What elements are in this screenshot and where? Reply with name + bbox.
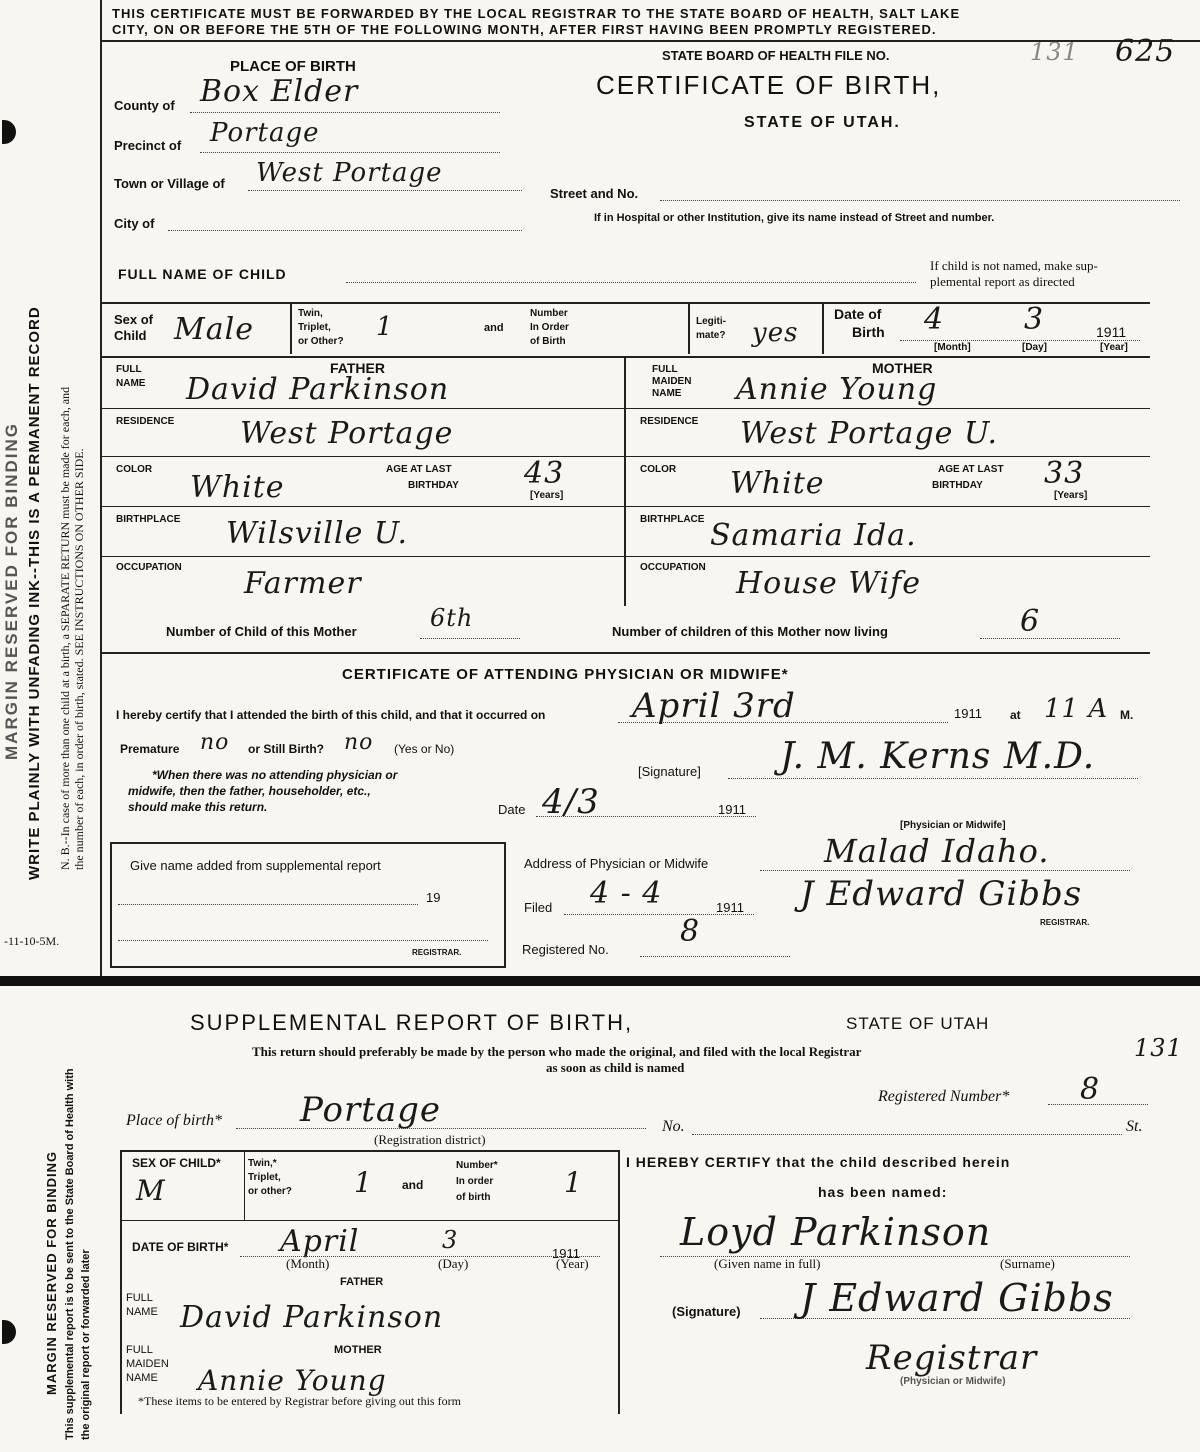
supp-sex: M <box>136 1174 166 1207</box>
still-birth-value: no <box>344 730 374 755</box>
street-label: Street and No. <box>550 186 639 201</box>
supp-place-label: Place of birth* <box>126 1112 222 1129</box>
margin-reserved-label: MARGIN RESERVED FOR BINDING <box>2 422 21 760</box>
supp-st-label: St. <box>1126 1118 1143 1135</box>
child-name-label: FULL NAME OF CHILD <box>118 266 287 282</box>
supp-order-label-3: of birth <box>456 1192 491 1203</box>
county-value: Box Elder <box>200 74 359 109</box>
supp-mother-label-2: MAIDEN <box>126 1358 169 1370</box>
sex-value: Male <box>174 312 254 347</box>
dob-year-label: [Year] <box>1100 342 1128 353</box>
file-no-label: STATE BOARD OF HEALTH FILE NO. <box>662 48 890 63</box>
legit-label-2: mate? <box>696 330 726 341</box>
dob-label-2: Birth <box>852 324 885 340</box>
binding-hole <box>2 1320 16 1344</box>
physician-address: Malad Idaho. <box>824 832 1050 870</box>
supp-box-year: 19 <box>426 890 441 905</box>
precinct-value: Portage <box>210 118 320 148</box>
father-name: David Parkinson <box>186 372 450 407</box>
premature-label: Premature <box>120 742 180 756</box>
certificate-subtitle: STATE OF UTAH. <box>744 114 901 131</box>
supp-reg-number: 8 <box>1080 1072 1101 1107</box>
supp-place: Portage <box>300 1090 442 1130</box>
physician-note-1: *When there was no attending physician or <box>152 768 398 782</box>
supp-hand-no: 131 <box>1134 1034 1183 1062</box>
father-occupation-label: OCCUPATION <box>116 562 182 573</box>
mother-color-label: COLOR <box>640 464 677 475</box>
supp-father-heading: FATHER <box>340 1276 384 1288</box>
mother-residence-label: RESIDENCE <box>640 416 699 427</box>
dob-month: 4 <box>924 302 945 337</box>
father-birthplace: Wilsville U. <box>226 516 408 551</box>
father-age: 43 <box>524 456 565 491</box>
mother-residence: West Portage U. <box>740 416 999 451</box>
hospital-note: If in Hospital or other Institution, give its name instead of Street and number. <box>594 212 995 224</box>
mother-birthplace: Samaria Ida. <box>710 518 917 553</box>
twin-label-2: Triplet, <box>298 322 331 333</box>
notice-line-1: THIS CERTIFICATE MUST BE FORWARDED BY THE LOCAL REGISTRAR TO THE STATE BOARD OF HEALTH, SALT LAKE <box>112 6 961 21</box>
supp-mother-label-1: FULL <box>126 1344 153 1356</box>
twin-and: and <box>484 322 504 334</box>
file-no-hand: 625 <box>1115 34 1176 69</box>
supp-father: David Parkinson <box>180 1300 444 1335</box>
father-heading: FATHER <box>330 360 385 376</box>
still-birth-label: or Still Birth? <box>248 742 324 756</box>
address-label: Address of Physician or Midwife <box>524 856 709 871</box>
supp-box-text: Give name added from supplemental report <box>130 858 381 873</box>
form-code: -11-10-5M. <box>4 934 60 948</box>
birth-year-value: 1911 <box>954 706 982 721</box>
supp-given-label: (Given name in full) <box>714 1256 821 1271</box>
binding-hole <box>2 120 16 144</box>
binding-margin <box>0 0 100 1452</box>
supp-title-state: STATE OF UTAH <box>846 1014 990 1033</box>
supp-dob-day: 3 <box>442 1226 459 1254</box>
supp-note-1: This return should preferably be made by the person who made the original, and filed with the local Registrar <box>252 1044 862 1059</box>
supp-note-2: as soon as child is named <box>546 1060 685 1075</box>
notice-line-2: CITY, ON OR BEFORE THE 5TH OF THE FOLLOWING MONTH, AFTER FIRST HAVING BEEN PROMPTLY REGISTERED. <box>112 22 937 37</box>
certify-text: I hereby certify that I attended the birth of this child, and that it occurred on <box>116 708 546 722</box>
filed-label: Filed <box>524 900 553 915</box>
unnamed-note-2: plemental report as directed <box>930 274 1075 289</box>
supp-father-label-2: NAME <box>126 1306 158 1318</box>
supp-footnote: *These items to be entered by Registrar before giving out this form <box>138 1394 461 1408</box>
precinct-label: Precinct of <box>114 138 182 153</box>
birth-time-value: 11 A <box>1044 694 1109 724</box>
living-label: Number of children of this Mother now living <box>612 624 888 639</box>
signature-year: 1911 <box>718 802 746 817</box>
place-heading: PLACE OF BIRTH <box>230 58 356 75</box>
father-name-label-1: FULL <box>116 364 142 375</box>
supp-sig-role: Registrar <box>866 1338 1038 1378</box>
father-residence: West Portage <box>240 416 454 451</box>
father-years-label: [Years] <box>530 490 564 501</box>
twin-label-1: Twin, <box>298 308 323 319</box>
supp-twin-label-2: Triplet, <box>248 1172 281 1183</box>
town-value: West Portage <box>256 158 443 188</box>
city-label: City of <box>114 216 155 231</box>
father-occupation: Farmer <box>244 566 362 601</box>
date-label: Date <box>498 802 526 817</box>
at-label: at <box>1010 708 1021 722</box>
twin-label-3: or Other? <box>298 336 344 347</box>
physician-signature: J. M. Kerns M.D. <box>780 736 1096 777</box>
supp-certify: I HEREBY CERTIFY that the child described herein <box>626 1154 1011 1170</box>
supp-father-label-1: FULL <box>126 1292 153 1304</box>
order-label-1: Number <box>530 308 568 319</box>
mother-name: Annie Young <box>736 372 938 407</box>
sex-label-1: Sex of <box>114 312 154 327</box>
filed-date: 4 - 4 <box>590 876 663 911</box>
supp-mother-heading: MOTHER <box>334 1344 382 1356</box>
time-m-label: M. <box>1120 708 1134 722</box>
supp-title: SUPPLEMENTAL REPORT OF BIRTH, <box>190 1010 634 1035</box>
sex-label-2: Child <box>114 328 147 343</box>
supp-order: 1 <box>564 1166 583 1199</box>
supp-mother: Annie Young <box>198 1364 387 1397</box>
supp-order-label-2: In order <box>456 1176 494 1187</box>
father-residence-label: RESIDENCE <box>116 416 175 427</box>
father-age-label-1: AGE AT LAST <box>386 464 452 475</box>
reg-no-value: 8 <box>680 914 701 949</box>
supp-and: and <box>402 1178 424 1192</box>
mother-name-label-2: MAIDEN <box>652 376 692 387</box>
supp-twin-label-3: or other? <box>248 1186 292 1197</box>
dob-month-label: [Month] <box>934 342 971 353</box>
supp-surname-label: (Surname) <box>1000 1256 1055 1271</box>
legit-value: yes <box>752 318 799 348</box>
father-color-label: COLOR <box>116 464 153 475</box>
supp-dob-label: DATE OF BIRTH* <box>132 1240 229 1254</box>
supp-sex-label: SEX OF CHILD* <box>132 1156 221 1170</box>
child-of-mother-label: Number of Child of this Mother <box>166 624 357 639</box>
mother-name-label-3: NAME <box>652 388 682 399</box>
supp-mother-label-3: NAME <box>126 1372 158 1384</box>
reg-no-label: Registered No. <box>522 942 609 957</box>
mother-age-label-1: AGE AT LAST <box>938 464 1004 475</box>
supp-signature: J Edward Gibbs <box>800 1276 1114 1320</box>
yes-no-label: (Yes or No) <box>394 742 455 756</box>
supp-reg-district: (Registration district) <box>374 1132 486 1147</box>
town-label: Town or Village of <box>114 176 225 191</box>
section-divider <box>0 976 1200 986</box>
dob-label-1: Date of <box>834 306 882 322</box>
dob-year: 1911 <box>1096 324 1127 340</box>
twin-value: 1 <box>376 312 394 342</box>
supplemental-name-box <box>110 842 506 968</box>
supp-dob-month: April <box>280 1224 360 1259</box>
unnamed-note-1: If child is not named, make sup- <box>930 258 1098 273</box>
signature-label: [Signature] <box>638 764 701 779</box>
supp-order-label-1: Number* <box>456 1160 498 1171</box>
mother-occupation: House Wife <box>736 566 921 601</box>
supp-twin: 1 <box>354 1166 373 1199</box>
supp-month-label: (Month) <box>286 1256 330 1271</box>
physician-heading: CERTIFICATE OF ATTENDING PHYSICIAN OR MIDWIFE* <box>342 666 789 683</box>
child-of-mother-value: 6th <box>430 604 474 632</box>
supp-year-label: (Year) <box>556 1256 589 1271</box>
role-label: [Physician or Midwife] <box>900 820 1006 831</box>
mother-heading: MOTHER <box>872 360 933 376</box>
certificate-title: CERTIFICATE OF BIRTH, <box>596 70 942 100</box>
county-label: County of <box>114 98 175 113</box>
supp-margin-label: MARGIN RESERVED FOR BINDING <box>44 1150 59 1395</box>
father-name-label-2: NAME <box>116 378 146 389</box>
supp-dob-year: 1911 <box>552 1246 580 1261</box>
nb-note: N. B.--In case of more than one child at a birth, a SEPARATE RETURN must be made for each, and <box>58 386 72 870</box>
legit-label-1: Legiti- <box>696 316 726 327</box>
dob-day-label: [Day] <box>1022 342 1048 353</box>
supp-child-name: Loyd Parkinson <box>680 1210 992 1254</box>
supp-reg-number-label: Registered Number* <box>878 1088 1010 1105</box>
premature-value: no <box>200 730 230 755</box>
supp-no-label: No. <box>662 1118 685 1135</box>
mother-age: 33 <box>1044 456 1085 491</box>
unfading-ink-label: WRITE PLAINLY WITH UNFADING INK--THIS IS A PERMANENT RECORD <box>26 306 43 880</box>
mother-years-label: [Years] <box>1054 490 1088 501</box>
nb-note-2: the number of each, in order of birth, stated. SEE INSTRUCTIONS ON OTHER SIDE. <box>72 448 86 870</box>
mother-occupation-label: OCCUPATION <box>640 562 706 573</box>
living-value: 6 <box>1020 604 1041 639</box>
supp-signature-label: (Signature) <box>672 1304 741 1319</box>
birth-date-value: April 3rd <box>632 686 796 726</box>
supp-twin-label-1: Twin,* <box>248 1158 277 1169</box>
father-birthplace-label: BIRTHPLACE <box>116 514 181 525</box>
supp-day-label: (Day) <box>438 1256 469 1271</box>
physician-note-2: midwife, then the father, householder, etc., <box>128 784 371 798</box>
order-label-2: In Order <box>530 322 569 333</box>
dob-day: 3 <box>1024 302 1045 337</box>
mother-age-label-2: BIRTHDAY <box>932 480 983 491</box>
mother-name-label-1: FULL <box>652 364 678 375</box>
filed-year: 1911 <box>716 900 744 915</box>
physician-note-3: should make this return. <box>128 800 268 814</box>
signature-date: 4/3 <box>542 782 600 822</box>
supp-note: This supplemental report is to be sent to the State Board of Health with <box>64 1068 76 1440</box>
supp-box-registrar: REGISTRAR. <box>412 948 462 957</box>
mother-birthplace-label: BIRTHPLACE <box>640 514 705 525</box>
supp-note-2: the original report or forwarded later <box>80 1249 92 1440</box>
supp-sig-role-printed: (Physician or Midwife) <box>900 1376 1006 1387</box>
file-no-stamp: 131 <box>1030 38 1079 66</box>
mother-color: White <box>730 466 825 501</box>
registrar-label: REGISTRAR. <box>1040 918 1090 927</box>
father-color: White <box>190 470 285 505</box>
supp-certify-2: has been named: <box>818 1184 948 1200</box>
registrar-signature: J Edward Gibbs <box>800 874 1083 914</box>
order-label-3: of Birth <box>530 336 566 347</box>
father-age-label-2: BIRTHDAY <box>408 480 459 491</box>
